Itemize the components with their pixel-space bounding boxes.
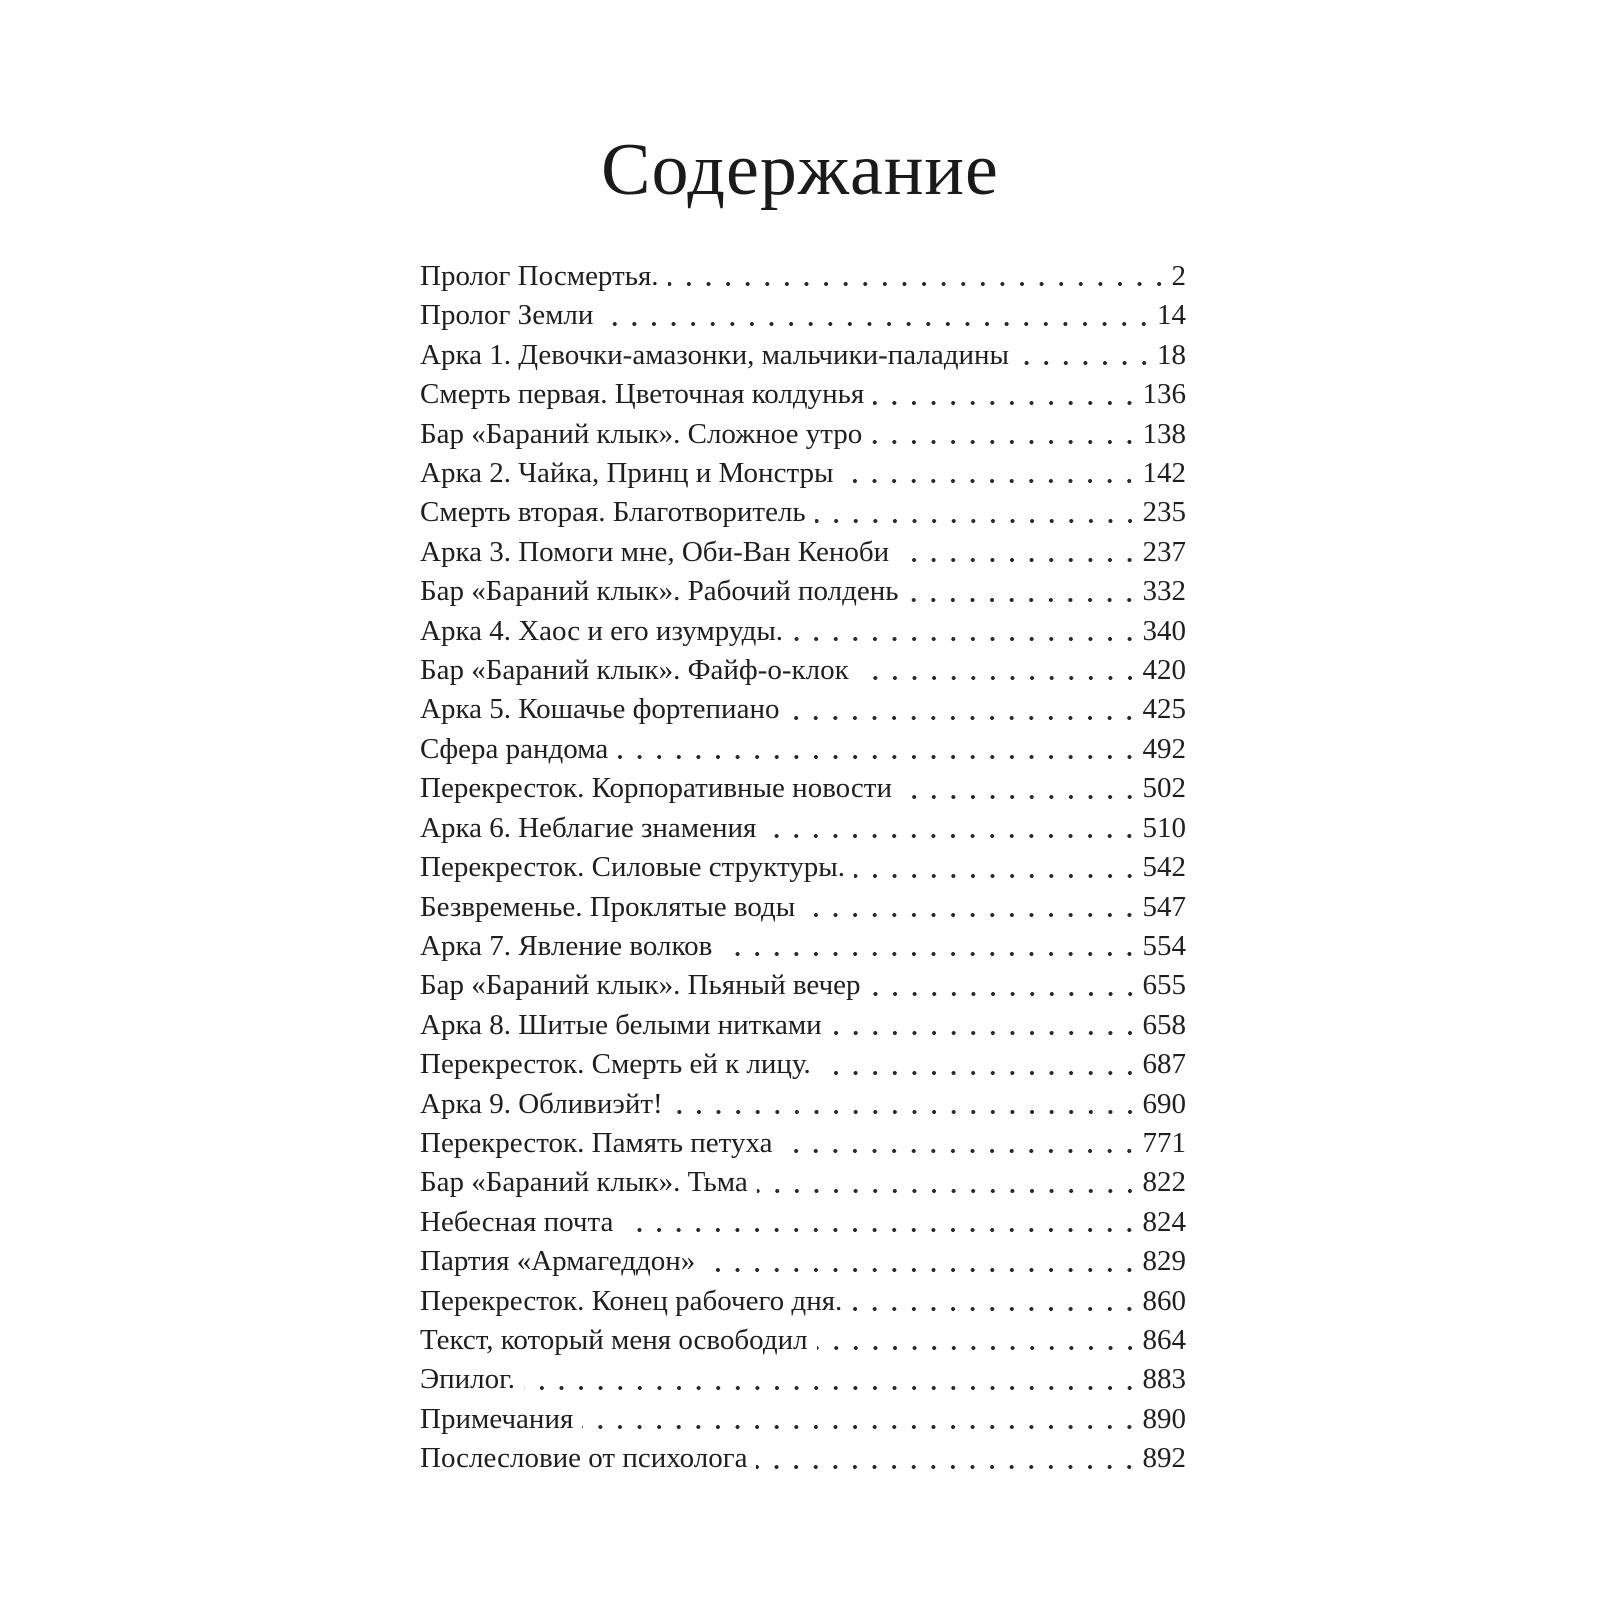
toc-entry-page: 829 <box>1142 1245 1186 1278</box>
toc-entry-page: 492 <box>1142 732 1186 765</box>
dot-leader <box>765 833 1139 839</box>
toc-entry <box>420 612 1186 651</box>
toc-entry-title: Бар «Бараний клык». Пьяный вечер <box>420 969 861 1002</box>
dot-leader <box>851 1306 1139 1312</box>
toc-entry-page: 235 <box>1142 496 1186 529</box>
toc-entry-page: 542 <box>1142 851 1186 884</box>
toc-entry-page: 340 <box>1142 614 1186 647</box>
toc-entry-title: Арка 1. Девочки-амазонки, мальчики-паладины <box>420 338 1010 371</box>
toc-entry-page: 824 <box>1142 1205 1186 1238</box>
toc-entry-title: Текст, который меня освободил <box>420 1323 808 1356</box>
toc-entry-title: Арка 6. Неблагие знамения <box>420 811 757 844</box>
dot-leader <box>858 675 1140 681</box>
toc-entry-title: Смерть вторая. Благотворитель <box>420 496 806 529</box>
toc-entry-title: Перекресток. Смерть ей к лицу. <box>420 1048 811 1081</box>
toc-entry-page: 860 <box>1142 1284 1186 1317</box>
toc-entry <box>420 1242 1186 1281</box>
toc-entry-title: Эпилог. <box>420 1363 516 1396</box>
toc-entry-page: 138 <box>1142 417 1186 450</box>
toc-entry-title: Арка 5. Кошачье фортепиано <box>420 693 780 726</box>
dot-leader <box>901 794 1140 800</box>
toc-entry-title: Перекресток. Конец рабочего дня. <box>420 1284 843 1317</box>
toc-entry-title: Пролог Земли <box>420 299 594 332</box>
toc-entry-title: Арка 2. Чайка, Принц и Монстры <box>420 457 834 490</box>
dot-leader <box>817 1345 1140 1351</box>
toc-entry-page: 864 <box>1142 1323 1186 1356</box>
dot-leader <box>524 1385 1139 1391</box>
dot-leader <box>672 1109 1140 1115</box>
toc-entry <box>420 769 1186 808</box>
dot-leader <box>792 636 1139 642</box>
toc-list <box>420 257 1186 1479</box>
toc-entry <box>420 572 1186 611</box>
toc-entry-title: Небесная почта <box>420 1205 614 1238</box>
toc-entry <box>420 1124 1186 1163</box>
toc-entry-page: 690 <box>1142 1087 1186 1120</box>
toc-entry-title: Бар «Бараний клык». Файф-о-клок <box>420 654 849 687</box>
toc-entry-title: Партия «Армагеддон» <box>420 1245 696 1278</box>
toc-entry <box>420 375 1186 414</box>
dot-leader <box>756 1464 1139 1470</box>
toc-entry-page: 510 <box>1142 811 1186 844</box>
toc-entry-page: 2 <box>1171 260 1186 292</box>
toc-entry-title: Сфера рандома <box>420 732 609 765</box>
toc-entry-title: Арка 4. Хаос и его изумруды. <box>420 614 784 647</box>
toc-entry-title: Бар «Бараний клык». Тьма <box>420 1166 748 1199</box>
dot-leader <box>721 951 1139 957</box>
dot-leader <box>582 1424 1139 1430</box>
toc-entry-page: 658 <box>1142 1008 1186 1041</box>
toc-entry-title: Арка 3. Помоги мне, Оби-Ван Кеноби <box>420 535 890 568</box>
toc-entry-title: Бар «Бараний клык». Сложное утро <box>420 417 863 450</box>
toc-entry-title: Смерть первая. Цветочная колдунья <box>420 378 865 411</box>
toc-entry-title: Перекресток. Корпоративные новости <box>420 772 892 805</box>
toc-entry-title: Примечания <box>420 1402 574 1435</box>
toc-entry <box>420 1360 1186 1399</box>
dot-leader <box>820 1070 1140 1076</box>
toc-entry <box>420 1282 1186 1321</box>
dot-leader <box>617 754 1139 760</box>
toc-entry-title: Безвременье. Проклятые воды <box>420 890 796 923</box>
toc-entry <box>420 1085 1186 1124</box>
dot-leader <box>815 518 1140 524</box>
toc-entry <box>420 1321 1186 1360</box>
dot-leader <box>871 439 1139 445</box>
toc-entry-page: 332 <box>1142 575 1186 608</box>
toc-entry-page: 420 <box>1142 654 1186 687</box>
toc-entry <box>420 1006 1186 1045</box>
dot-leader <box>854 873 1139 879</box>
toc-entry <box>420 257 1186 296</box>
dot-leader <box>704 1267 1139 1273</box>
toc-entry <box>420 1203 1186 1242</box>
toc-entry <box>420 1163 1186 1202</box>
toc-entry-title: Арка 9. Обливиэйт! <box>420 1087 663 1120</box>
toc-entry <box>420 809 1186 848</box>
toc-entry <box>420 1045 1186 1084</box>
toc-entry-title: Пролог Посмертья. <box>420 260 659 292</box>
toc-entry <box>420 493 1186 532</box>
toc-entry <box>420 1439 1186 1478</box>
toc-entry <box>420 848 1186 887</box>
dot-leader <box>842 478 1139 484</box>
dot-leader <box>602 321 1154 327</box>
toc-entry-page: 892 <box>1142 1442 1186 1475</box>
toc-entry <box>420 651 1186 690</box>
toc-entry-page: 142 <box>1142 457 1186 490</box>
toc-entry-page: 425 <box>1142 693 1186 726</box>
toc-entry <box>420 966 1186 1005</box>
dot-leader <box>831 1030 1140 1036</box>
toc-entry-title: Бар «Бараний клык». Рабочий полдень <box>420 575 899 608</box>
toc-entry <box>420 296 1186 335</box>
toc-entry-title: Арка 7. Явление волков <box>420 929 713 962</box>
toc-entry <box>420 730 1186 769</box>
toc-entry <box>420 336 1186 375</box>
toc-entry-title: Перекресток. Память петуха <box>420 1126 773 1159</box>
toc-entry-page: 547 <box>1142 890 1186 923</box>
toc-entry-title: Перекресток. Силовые структуры. <box>420 851 846 884</box>
toc-entry-page: 502 <box>1142 772 1186 805</box>
dot-leader <box>898 557 1139 563</box>
toc-entry-page: 655 <box>1142 969 1186 1002</box>
dot-leader <box>622 1227 1139 1233</box>
toc-entry-page: 136 <box>1142 378 1186 411</box>
toc-entry-page: 890 <box>1142 1402 1186 1435</box>
toc-entry <box>420 888 1186 927</box>
dot-leader <box>1018 360 1154 366</box>
toc-entry-page: 687 <box>1142 1048 1186 1081</box>
toc-entry <box>420 533 1186 572</box>
dot-leader <box>788 715 1139 721</box>
toc-entry-page: 554 <box>1142 929 1186 962</box>
toc-entry <box>420 415 1186 454</box>
toc-entry-page: 822 <box>1142 1166 1186 1199</box>
toc-entry-title: Арка 8. Шитые белыми нитками <box>420 1008 822 1041</box>
dot-leader <box>907 597 1139 603</box>
toc-entry <box>420 690 1186 729</box>
dot-leader <box>873 400 1139 406</box>
toc-entry-page: 883 <box>1142 1363 1186 1396</box>
toc-entry <box>420 1400 1186 1439</box>
dot-leader <box>757 1188 1140 1194</box>
toc-entry-page: 18 <box>1157 338 1186 371</box>
page-title: Содержание <box>601 129 999 211</box>
dot-leader <box>668 281 1169 287</box>
dot-leader <box>781 1148 1139 1154</box>
dot-leader <box>804 912 1139 918</box>
toc-entry <box>420 454 1186 493</box>
toc-entry-title: Послесловие от психолога <box>420 1442 748 1475</box>
dot-leader <box>870 991 1140 997</box>
toc-entry-page: 14 <box>1157 299 1186 332</box>
toc-entry <box>420 927 1186 966</box>
toc-entry-page: 771 <box>1142 1126 1186 1159</box>
toc-entry-page: 237 <box>1142 535 1186 568</box>
